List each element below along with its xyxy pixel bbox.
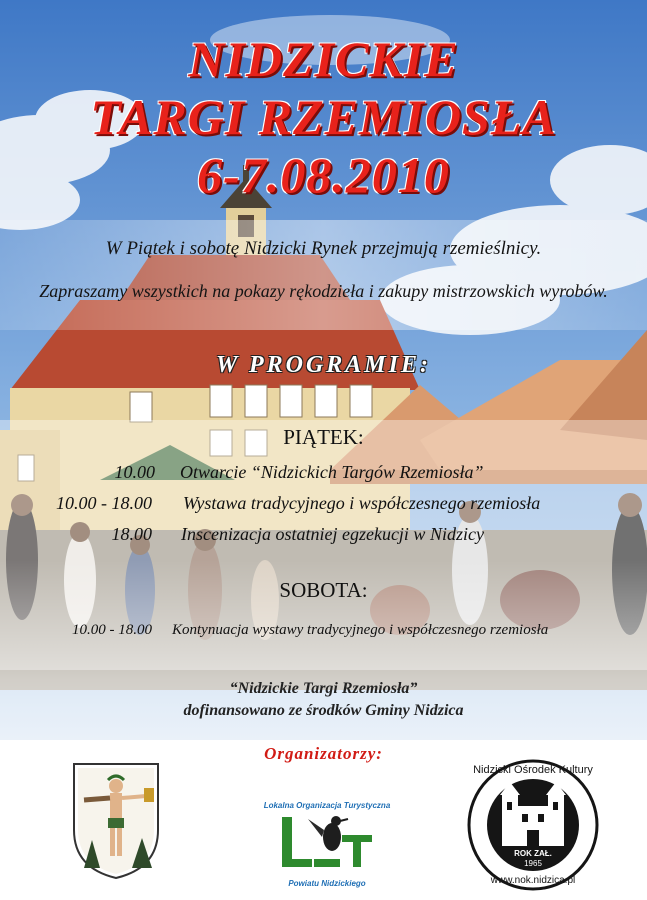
funding-line-1: “Nidzickie Targi Rzemiosła” — [229, 680, 418, 697]
title-dates: 6-7.08.2010 — [197, 147, 450, 203]
intro-line-2: Zapraszamy wszystkich na pokazy rękodzieła i zakupy mistrzowskich wyrobów. — [39, 281, 608, 301]
program-heading: W PROGRAMIE: — [216, 352, 431, 378]
program-desc: Kontynuacja wystawy tradycyjnego i współczesnego rzemiosła — [172, 622, 549, 638]
organizers-label: Organizatorzy: — [264, 744, 383, 763]
lot-mark — [262, 873, 263, 874]
lot-bottom-text: Powiatu Nidzickiego — [288, 879, 366, 888]
program-time: 18.00 — [111, 524, 152, 544]
title-line-2: TARGI RZEMIOSŁA — [90, 89, 557, 145]
nok-url: www.nok.nidzica.pl — [490, 875, 576, 886]
nok-ring-text: Nidzicki Ośrodek Kultury — [473, 764, 593, 776]
intro-line-1: W Piątek i sobotę Nidzicki Rynek przejmują rzemieślnicy. — [105, 238, 542, 259]
funding-line-2: dofinansowano ze środków Gminy Nidzica — [183, 702, 464, 719]
nok-logo — [458, 758, 608, 893]
program-desc: Inscenizacja ostatniej egzekucji w Nidzicy — [181, 524, 484, 544]
nok-year: 1965 — [524, 859, 542, 868]
lot-logo — [262, 775, 392, 897]
lot-arc-text: Lokalna Organizacja Turystyczna — [263, 801, 391, 810]
nidzica-coat-of-arms-logo — [70, 760, 162, 880]
program-time: 10.00 - 18.00 — [56, 493, 152, 513]
friday-label: PIĄTEK: — [283, 425, 364, 449]
program-time: 10.00 - 18.00 — [72, 622, 152, 638]
nok-year-label: ROK ZAŁ. — [514, 849, 552, 858]
title-line-1: NIDZICKIE — [188, 31, 459, 87]
program-time: 10.00 — [114, 462, 155, 482]
program-desc: Wystawa tradycyjnego i współczesnego rzemiosła — [183, 493, 541, 513]
program-desc: Otwarcie “Nidzickich Targów Rzemiosła” — [180, 462, 484, 482]
saturday-label: SOBOTA: — [279, 578, 368, 602]
